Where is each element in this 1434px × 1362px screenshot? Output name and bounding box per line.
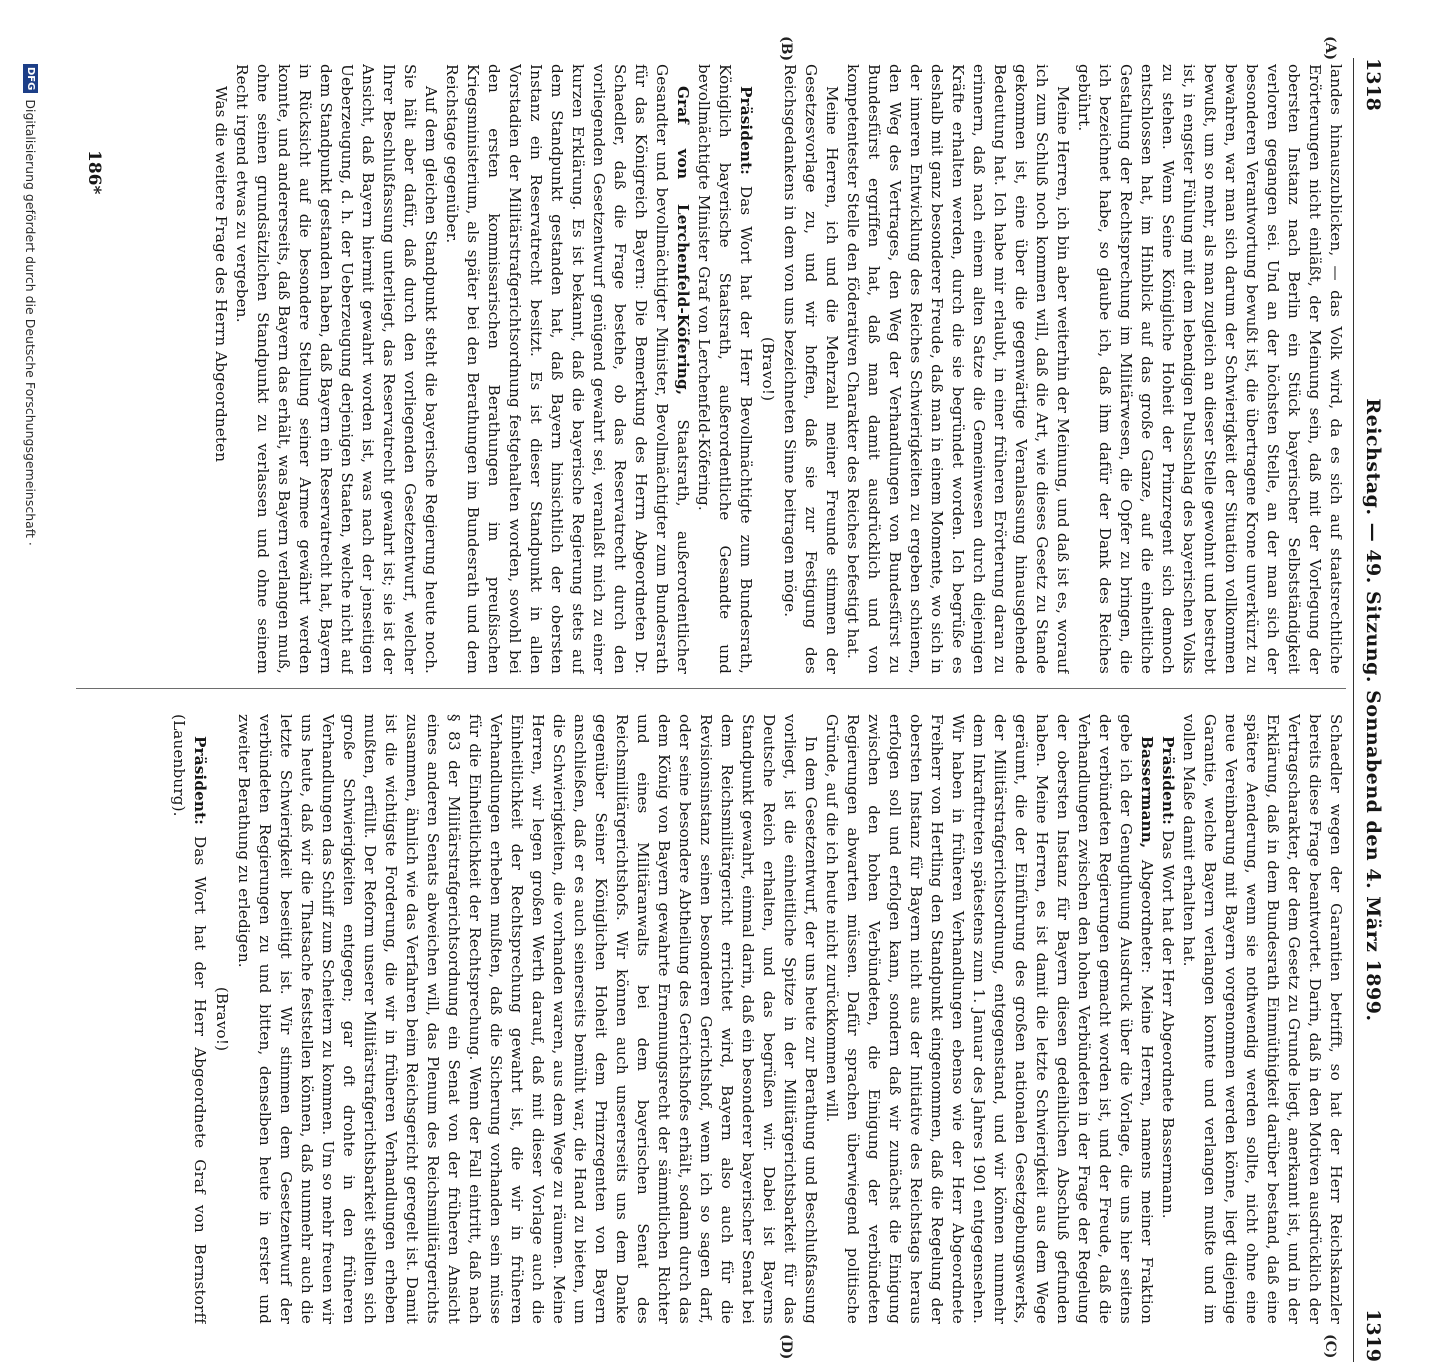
left-paragraph-6: Was die weitere Frage des Herrn Abgeordneten bbox=[212, 86, 230, 463]
credit-text: Digitalisierung gefördert durch die Deutsche Forschungsgemeinschaft · bbox=[23, 99, 39, 546]
right-paragraph-4: In dem Gesetzentwurf, der uns heute zur Berathung und Beschlußfassung vorliegt, ist die einheitliche Spitze in der Militärgerichtsbarkeit für das Deutsche Reich erhalten, und das begrüßen wir. Dabei ist Bayerns Standpunkt gewahrt, einmal darin, daß ein besonderer bayerischer Senat bei dem Reichsmilitärgericht errichtet wird, Bayern also auch für die Revisionsinstanz seinen besonderen Gerichtshof, wenn ich so sagen darf, oder seine besondere Abtheilung des Gerichtshofes erhält, sodann durch das dem König von Bayern gewahrte Ernennungsrecht der sämmtlichen Richter und eines Militäranwalts bei dem bayerischen Senat des Reichsmilitärgerichtshofs. Wir können auch unsererseits uns dem Danke gegenüber Seiner Königlichen Hoheit dem Prinzregenten von Bayern anschließen, daß er es auch seinerseits bemüht war, die Hand zu bieten, um die Schwierigkeiten, die vorhanden waren, aus dem Wege zu räumen. Meine Herren, wir legen großen Werth darauf, daß mit dieser Vorlage auch die Einheitlichkeit der Rechtsprechung gewahrt ist, die wir in früheren Verhandlungen erheben mußten, daß die Sicherung vorhanden sein müsse für die Einheitlichkeit der Rechtsprechung. Wenn der Fall eintritt, daß nach § 83 der Militärstrafgerichtsordnung ein Senat von der früheren Ansicht eines anderen Senats abweichen will, das Plenum des Reichsmilitärgerichts zusammen, ähnlich wie das Verfahren beim Reichsgericht geregelt ist. Damit ist die wichtigste Forderung, die wir in früheren Verhandlungen erheben mußten, erfüllt. Der Reform unserer Militärstrafgerichtsbarkeit stellten sich große Schwierigkeiten entgegen; gar oft drohte in den früheren Verhandlungen das Schiff zum Scheitern zu kommen. Um so mehr freuen wir uns heute, daß wir die Thatsache feststellen können, daß nunmehr auch die letzte Schwierigkeit beseitigt ist. Wir stimmen dem Gesetzentwurf der verbündeten Regierungen zu und bitten, denselben heute in erster und zweiter Berathung zu erledigen. bbox=[235, 714, 820, 1324]
running-header bbox=[1358, 58, 1388, 1362]
president-statement-1 bbox=[693, 64, 756, 674]
dfg-logo-icon: DFG bbox=[24, 64, 39, 93]
running-title: Reichstag. — 49. Sitzung. Sonnabend den 4. März 1899. bbox=[1362, 398, 1384, 1022]
statement-text: Abgeordneter: Meine Herren, namens meiner Fraktion gebe ich der Genugthuung Ausdruck über die Vorlage, die uns hier seitens der verbündeten Regierungen gemacht worden ist, und der Freude, daß die Verhandlungen zwischen den hohen Verbündeten in der Frage der Regelung der obersten Instanz für Bayern diesen gedeihlichen Abschluß gefunden haben. Meine Herren, es ist damit die letzte Schwierigkeit aus dem Wege geräumt, die der Einführung des großen nationalen Gesetzgebungswerks, der Militärstrafgerichtsordnung, entgegenstand, und wir können nunmehr dem Inkrafttreten spätestens zum 1. Januar des Jahres 1901 entgegensehen. Wir haben in früheren Verhandlungen ebenso wie der Herr Abgeordnete Freiherr von Hertling den Standpunkt eingenommen, daß die Regelung der obersten Instanz für Bayern nicht aus der Initiative des Reichstags heraus erfolgen soll und erfolgen kann, sondern daß wir zunächst die Einigung zwischen den hohen Verbündeten, die Einigung der verbündeten Regierungen abwarten müssen. Dafür sprachen überwiegend politische Gründe, auf die ich heute nicht zurückkommen will. bbox=[823, 714, 1156, 1324]
right-column bbox=[66, 714, 1346, 1324]
margin-mark-b: (B) bbox=[778, 36, 794, 62]
header-rule bbox=[1353, 58, 1354, 1362]
digitization-credit bbox=[20, 64, 42, 944]
left-paragraph-3: Meine Herren, ich und die Mehrzahl meiner Freunde stimmen der Gesetzesvorlage zu, und wir hoffen, daß sie zur Festigung des Reichsgedankens in dem von uns bezeichneten Sinne beitragen möge. bbox=[781, 64, 841, 674]
speaker-label: Präsident: bbox=[737, 86, 755, 176]
president-statement-3 bbox=[168, 714, 210, 1324]
left-paragraph-1: landes hinauszublicken, — das Volk wird, da es sich auf staatsrechtliche Erörterungen nicht einläßt, der Meinung sein, daß mit der Vorlegung der obersten Instanz nach Berlin ein Stück bayerischer Selbstständigkeit verloren gegangen sei. Und an der höchsten Stelle, an der man sich der besonderen Verantwortung bewußt ist, die übertragene Krone unverkürzt zu bewahren, war man sich darum der Schwierigkeit der Situation vollkommen bewußt, um so mehr, als man zugleich an dieser Stelle gewohnt und bestrebt ist, in engster Fühlung mit dem lebendigen Pulsschlag des bayerischen Volks zu stehen. Wenn Seine Königliche Hoheit der Prinzregent sich dennoch entschlossen hat, im Hinblick auf das große Ganze, auf die einheitliche Gestaltung der Rechtsprechung im Militärwesen, die Opfer zu bringen, die ich bezeichnet habe, so glaube ich, daß ihm dafür der Dank des Reiches gebührt. bbox=[1075, 64, 1345, 674]
president-statement-2 bbox=[1157, 714, 1178, 1324]
statement-text: Das Wort hat der Herr Abgeordnete Bassermann. bbox=[1159, 830, 1177, 1219]
statement-text: Das Wort hat der Herr Bevollmächtigte zum Bundesrath, Königlich bayerische Staatsrath, außerordentliche Gesandte und bevollmächtigte Minister Graf von Lerchenfeld-Köfering. bbox=[695, 64, 755, 674]
speaker-label: Präsident: bbox=[1159, 736, 1177, 826]
left-paragraph-2: Meine Herren, ich bin aber weiterhin der Meinung, und daß ist es, worauf ich zum Schluß noch kommen will, daß die Art, wie dieses Gesetz zu Stande gekommen ist, eine über die gegenwärtige Veranlassung hinausgehende Bedeutung hat. Ich habe mir erlaubt, in einer früheren Erörterung daran zu erinnern, daß nach einem alten Satze die Gemeinwesen durch diejenigen Kräfte erhalten werden, durch die sie begründet worden. Ich begrüße es deshalb mit ganz besonderer Freude, daß man in einem Momente, wo sich in der inneren Entwicklung des Reiches Schwierigkeiten zu ergeben schienen, den Weg des Vertrages, den Weg der Verhandlungen von Bundesfürst zu Bundesfürst ergriffen hat, daß man damit ausdrücklich und von kompetentester Stelle den föderativen Charakter des Reiches befestigt hat. bbox=[844, 64, 1072, 674]
page-number-right: 1319 bbox=[1362, 1309, 1384, 1362]
column-divider bbox=[76, 688, 1346, 689]
page-number-left: 1318 bbox=[1362, 58, 1384, 111]
left-paragraph-5: Auf dem gleichen Standpunkt steht die bayerische Regierung heute noch. Sie hält aber dafür, daß durch den vorliegenden Gesetzentwurf, welcher Ihrer Beschlußfassung unterliegt, das Reservatrecht gewahrt ist; sie ist der Ansicht, daß Bayern hiermit gewahrt worden ist, was nach der jenseitigen Ueberzeugung, d. h. der Ueberzeugung derjenigen Staaten, welche nicht auf dem Standpunkt gestanden haben, daß Bayern ein Reservatrecht hat, Bayern in Rücksicht auf die besondere Stellung seiner Armee gewährt werden konnte, und andererseits, daß Bayern das erhält, was Bayern verlangen muß, ohne seinen grundsätzlichen Standpunkt zu verlassen und ohne seinem Recht irgend etwas zu vergeben. bbox=[233, 64, 440, 674]
margin-mark-d: (D) bbox=[778, 1334, 794, 1360]
applause-note: (Bravo!) bbox=[759, 336, 777, 402]
speech-bassermann bbox=[821, 714, 1157, 1324]
statement-text: Das Wort hat der Herr Abgeordnete Graf von Bernstorff (Lauenburg). bbox=[170, 714, 209, 1324]
applause-note: (Bravo!) bbox=[213, 986, 231, 1052]
margin-mark-a: (A) bbox=[1322, 36, 1338, 61]
statement-text: Staatsrath, außerordentlicher Gesandter und bevollmächtigter Minister, Bevollmächtigter zum Bundesrath für das Königreich Bayern: Die Bemerkung des Herrn Abgeordneten Dr. Schaedler, daß die Frage bestehe, ob das Reservatrecht durch den vorliegenden Gesetzentwurf genügend gewahrt sei, veranlaßt mich zu einer kurzen Erklärung. Es ist bekannt, daß die bayerische Regierung stets auf dem Standpunkt gestanden hat, daß Bayern hinsichtlich der obersten Instanz ein Reservatrecht besitzt. Es ist dieser Standpunkt in allen Vorstadien der Militärstrafgerichtsordnung festgehalten worden, sowohl bei den ersten kommissarischen Berathungen im preußischen Kriegsministerium, als später bei den Berathungen im Bundesrath und dem Reichstage gegenüber. bbox=[443, 64, 692, 674]
sheet-number: 186* bbox=[84, 150, 104, 195]
speaker-label: Präsident: bbox=[191, 736, 209, 826]
right-paragraph-1: Schaedler wegen der Garantien betrifft, so hat der Herr Reichskanzler bereits diese Frage beantwortet. Darin, daß in den Motiven ausdrücklich der Vertragscharakter, der dem Gesetz zu Grunde liegt, anerkannt ist, und in der Erklärung, daß in dem Bundesrath Einmüthigkeit darüber bestand, daß eine spätere Aenderung, wenn sie nothwendig werden sollte, nicht ohne eine neue Vereinbarung mit Bayern vorgenommen werden könne, liegt diejenige Garantie, welche Bayern verlangen konnte und verlangen mußte und im vollen Maße damit erhalten hat. bbox=[1180, 714, 1345, 1324]
speech-lerchenfeld bbox=[441, 64, 693, 674]
speaker-label: Bassermann, bbox=[1138, 736, 1156, 849]
margin-mark-c: (C) bbox=[1322, 1334, 1338, 1359]
left-column bbox=[66, 64, 1346, 674]
speaker-label: Graf von Lerchenfeld-Köfering, bbox=[674, 86, 692, 396]
